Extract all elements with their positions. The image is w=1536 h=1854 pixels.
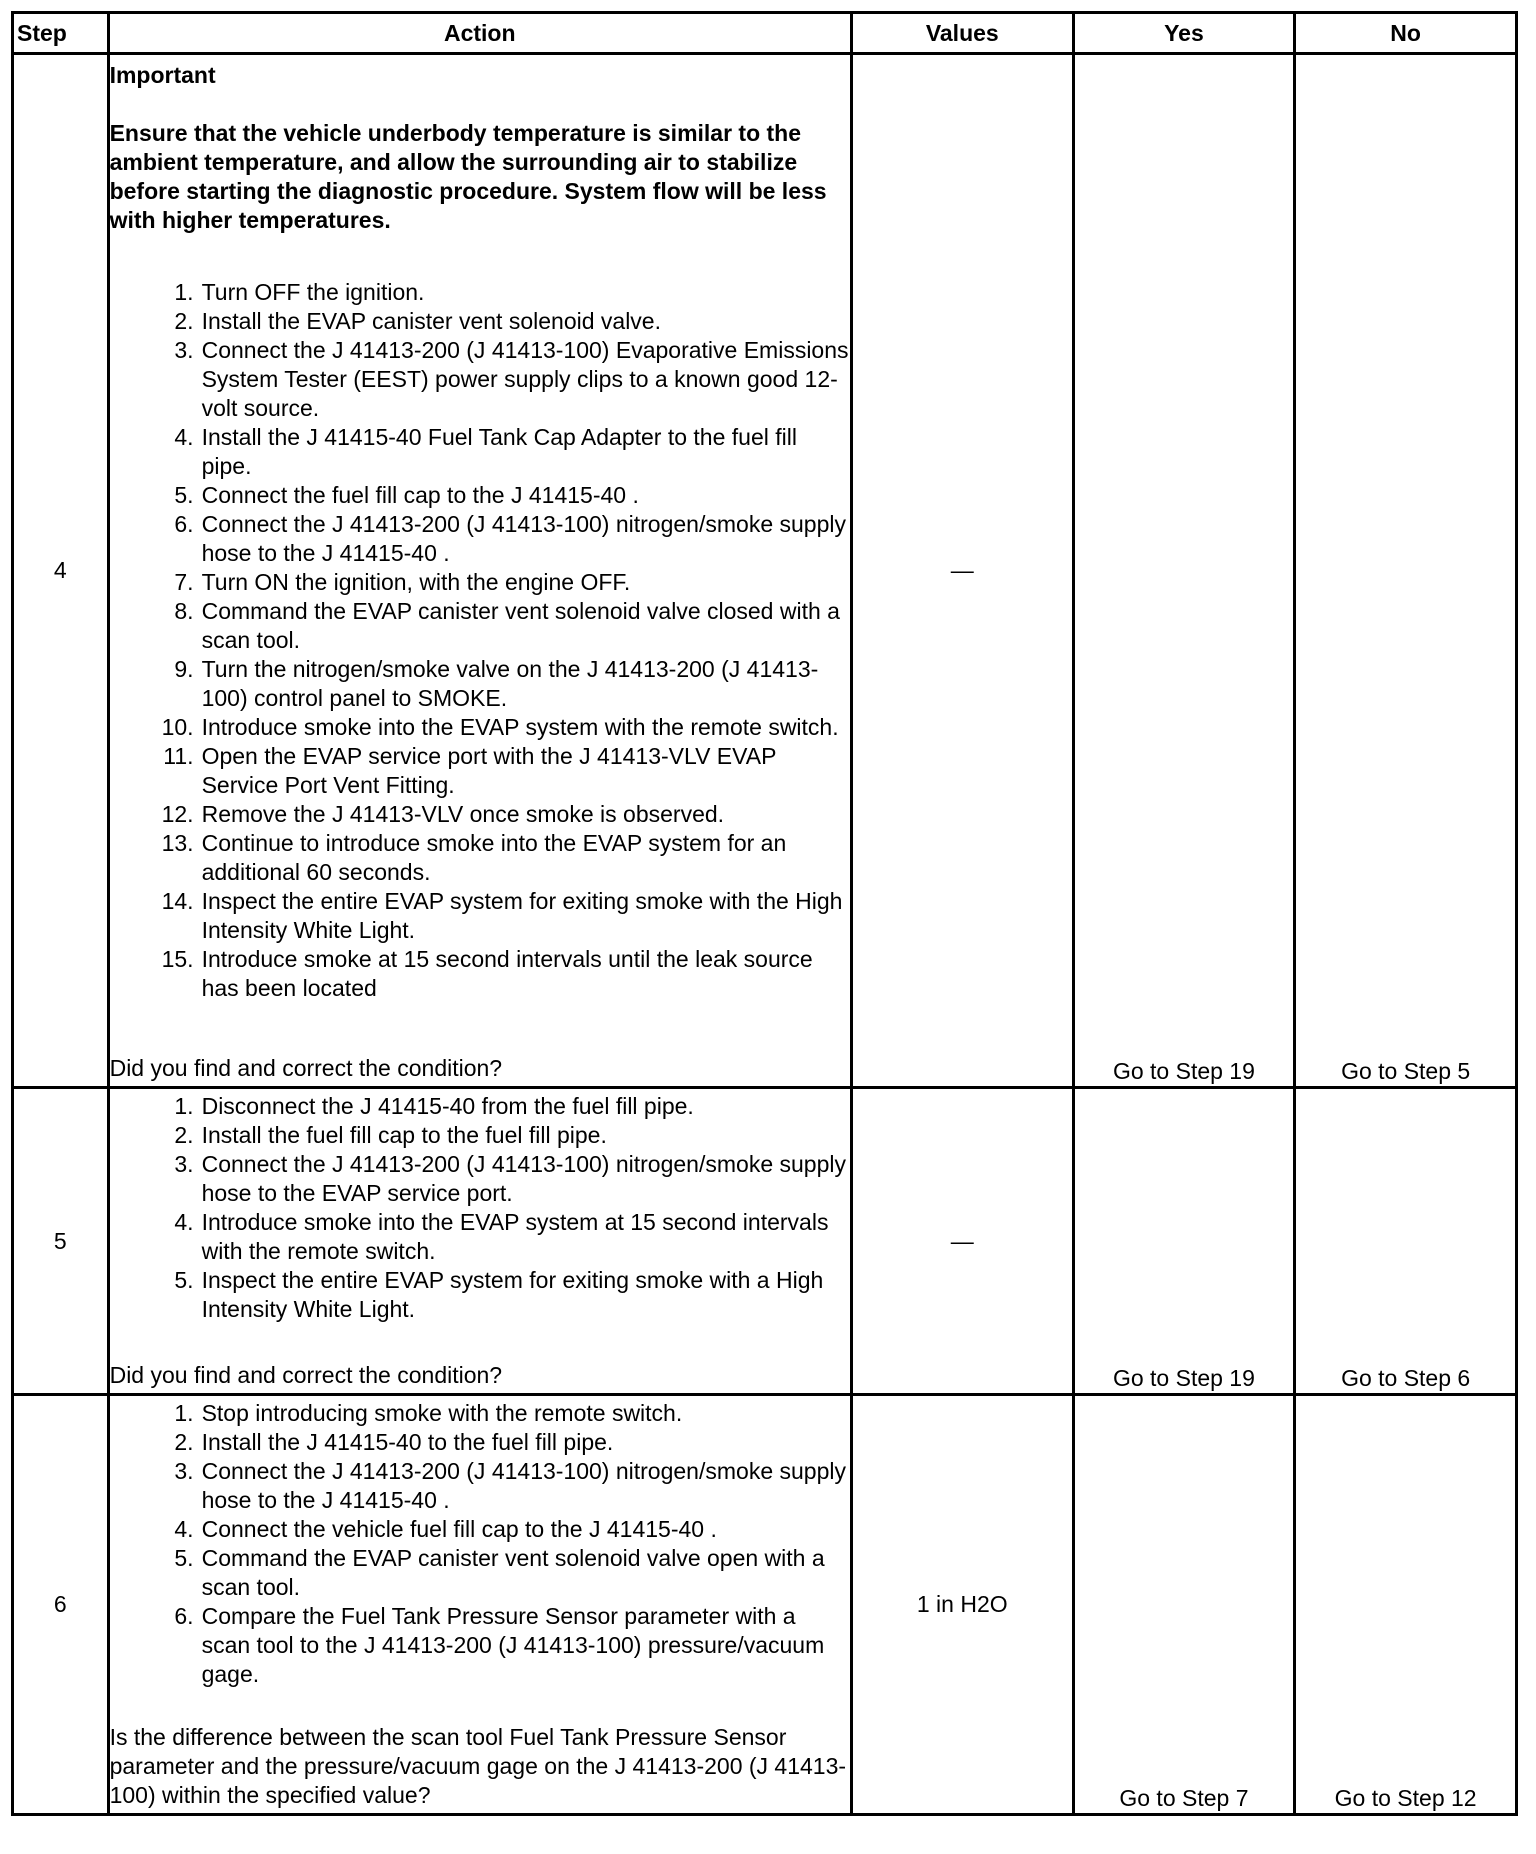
procedure-list [110, 278, 850, 1003]
list-item-number: 15. [161, 946, 194, 972]
list-item [110, 597, 850, 655]
list-item [110, 713, 850, 742]
list-item [110, 1544, 850, 1602]
list-item-text: Open the EVAP service port with the J 41413-VLV EVAP Service Port Vent Fitting. [201, 743, 777, 798]
list-item [110, 829, 850, 887]
list-item-number: 2. [174, 1429, 194, 1455]
list-item-text: Inspect the entire EVAP system for exiting smoke with a High Intensity White Light. [201, 1267, 824, 1322]
list-item-text: Install the EVAP canister vent solenoid valve. [201, 308, 661, 334]
list-item [110, 1266, 850, 1324]
list-item-text: Introduce smoke into the EVAP system with the remote switch. [201, 714, 839, 740]
header-values: Values [851, 13, 1073, 54]
list-item-number: 3. [174, 1458, 194, 1484]
yes-result: Go to Step 7 [1073, 1395, 1295, 1815]
list-item-text: Turn the nitrogen/smoke valve on the J 41413-200 (J 41413-100) control panel to SMOKE. [201, 656, 819, 711]
list-item-text: Connect the J 41413-200 (J 41413-100) nitrogen/smoke supply hose to the EVAP service port. [201, 1151, 846, 1206]
list-item-number: 7. [174, 569, 194, 595]
list-item-text: Inspect the entire EVAP system for exiting smoke with the High Intensity White Light. [201, 888, 843, 943]
list-item [110, 423, 850, 481]
table-row [13, 54, 1517, 1088]
list-item [110, 336, 850, 423]
list-item-number: 4. [174, 1209, 194, 1235]
list-item-text: Connect the J 41413-200 (J 41413-100) nitrogen/smoke supply hose to the J 41415-40 . [201, 1458, 846, 1513]
yes-result: Go to Step 19 [1073, 1088, 1295, 1395]
list-item-number: 1. [174, 1400, 194, 1426]
yes-result: Go to Step 19 [1073, 54, 1295, 1088]
list-item [110, 307, 850, 336]
action-cell [108, 54, 851, 1088]
step-number: 5 [13, 1088, 109, 1395]
list-item-number: 5. [174, 1545, 194, 1571]
list-item-number: 4. [174, 424, 194, 450]
procedure-list [110, 1399, 850, 1689]
list-item [110, 655, 850, 713]
list-item [110, 1092, 850, 1121]
important-note: Ensure that the vehicle underbody temperature is similar to the ambient temperature, and allow the surrounding air to stabilize before starting the diagnostic procedure. System flow will be less with higher temperatures. [109, 120, 827, 233]
list-item-number: 3. [174, 1151, 194, 1177]
list-item-number: 12. [161, 801, 194, 827]
list-item-number: 11. [163, 743, 194, 769]
list-item-text: Install the J 41415-40 Fuel Tank Cap Adapter to the fuel fill pipe. [201, 424, 797, 479]
table-row [13, 1088, 1517, 1395]
list-item [110, 1150, 850, 1208]
header-action: Action [108, 13, 851, 54]
list-item-number: 10. [161, 714, 194, 740]
list-item-number: 2. [174, 308, 194, 334]
no-result: Go to Step 12 [1295, 1395, 1517, 1815]
action-content [110, 1089, 850, 1390]
list-item-text: Turn ON the ignition, with the engine OFF. [201, 569, 631, 595]
action-cell [108, 1088, 851, 1395]
list-item-text: Remove the J 41413-VLV once smoke is observed. [201, 801, 725, 827]
list-item [110, 568, 850, 597]
list-item-text: Compare the Fuel Tank Pressure Sensor parameter with a scan tool to the J 41413-200 (J 41413-100) pressure/vacuum gage. [201, 1603, 825, 1687]
values-cell: — [851, 54, 1073, 1088]
no-result: Go to Step 5 [1295, 54, 1517, 1088]
list-item-text: Continue to introduce smoke into the EVAP system for an additional 60 seconds. [201, 830, 787, 885]
values-cell: — [851, 1088, 1073, 1395]
list-item-text: Disconnect the J 41415-40 from the fuel fill pipe. [201, 1093, 694, 1119]
list-item [110, 1457, 850, 1515]
list-item [110, 800, 850, 829]
list-item [110, 1121, 850, 1150]
important-title: Important [109, 62, 216, 88]
list-item-number: 1. [174, 279, 194, 305]
action-cell [108, 1395, 851, 1815]
list-item [110, 742, 850, 800]
list-item-text: Connect the vehicle fuel fill cap to the J 41415-40 . [201, 1516, 717, 1542]
list-item-number: 5. [174, 482, 194, 508]
list-item [110, 278, 850, 307]
list-item-text: Connect the J 41413-200 (J 41413-100) nitrogen/smoke supply hose to the J 41415-40 . [201, 511, 846, 566]
procedure-list [110, 1092, 850, 1324]
table-row [13, 1395, 1517, 1815]
list-item [110, 1428, 850, 1457]
list-item-number: 9. [174, 656, 194, 682]
step-number: 4 [13, 54, 109, 1088]
list-item-text: Command the EVAP canister vent solenoid valve closed with a scan tool. [201, 598, 840, 653]
header-step: Step [13, 13, 109, 54]
list-item-number: 5. [174, 1267, 194, 1293]
list-item-text: Introduce smoke at 15 second intervals until the leak source has been located [201, 946, 813, 1001]
list-item [110, 481, 850, 510]
list-item-number: 3. [174, 337, 194, 363]
list-item-text: Stop introducing smoke with the remote switch. [201, 1400, 683, 1426]
list-item-number: 14. [161, 888, 194, 914]
no-result: Go to Step 6 [1295, 1088, 1517, 1395]
list-item-text: Connect the fuel fill cap to the J 41415-40 . [201, 482, 639, 508]
list-item [110, 945, 850, 1003]
list-item-number: 2. [174, 1122, 194, 1148]
diagnostic-table [11, 11, 1518, 1816]
list-item-text: Connect the J 41413-200 (J 41413-100) Evaporative Emissions System Tester (EEST) power supply clips to a known good 12-volt source. [201, 337, 849, 421]
list-item-text: Install the fuel fill cap to the fuel fill pipe. [201, 1122, 607, 1148]
list-item [110, 887, 850, 945]
question-text: Did you find and correct the condition? [109, 1362, 503, 1388]
header-yes: Yes [1073, 13, 1295, 54]
list-item-text: Install the J 41415-40 to the fuel fill pipe. [201, 1429, 614, 1455]
list-item-text: Command the EVAP canister vent solenoid valve open with a scan tool. [201, 1545, 825, 1600]
list-item-number: 6. [174, 511, 194, 537]
list-item [110, 510, 850, 568]
list-item-text: Introduce smoke into the EVAP system at 15 second intervals with the remote switch. [201, 1209, 829, 1264]
list-item-number: 13. [161, 830, 194, 856]
step-number: 6 [13, 1395, 109, 1815]
header-no: No [1295, 13, 1517, 54]
question-text: Did you find and correct the condition? [109, 1055, 503, 1081]
header-row [13, 13, 1517, 54]
list-item-text: Turn OFF the ignition. [201, 279, 425, 305]
list-item-number: 8. [174, 598, 194, 624]
list-item-number: 4. [174, 1516, 194, 1542]
list-item-number: 6. [174, 1603, 194, 1629]
values-cell: 1 in H2O [851, 1395, 1073, 1815]
list-item [110, 1399, 850, 1428]
list-item [110, 1208, 850, 1266]
action-content [110, 55, 850, 1083]
list-item-number: 1. [174, 1093, 194, 1119]
question-text: Is the difference between the scan tool Fuel Tank Pressure Sensor parameter and the pressure/vacuum gage on the J 41413-200 (J 41413-100) within the specified value? [109, 1724, 847, 1808]
list-item [110, 1515, 850, 1544]
action-content [110, 1396, 850, 1810]
list-item [110, 1602, 850, 1689]
